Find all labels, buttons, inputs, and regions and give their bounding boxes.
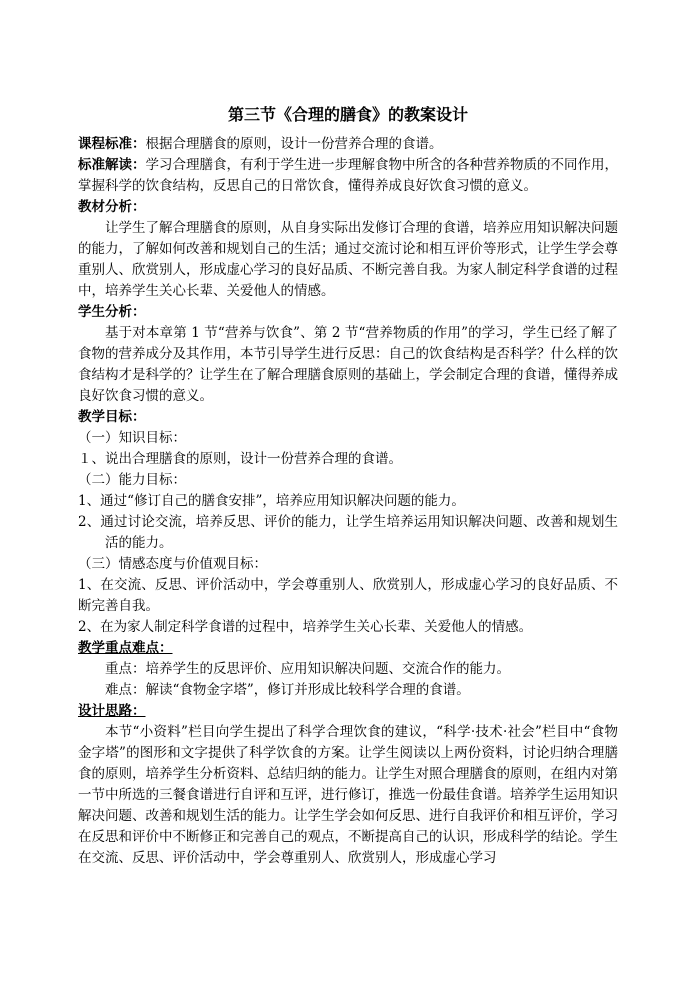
goal3-item2: 2、在为家人制定科学食谱的过程中，培养学生关心长辈、关爱他人的情感。 (78, 619, 533, 635)
document-page (78, 103, 618, 869)
course-standard-label: 课程标准： (78, 136, 146, 152)
course-standard-paragraph (78, 134, 618, 155)
student-label: 学生分析： (78, 304, 146, 320)
material-label: 教材分析： (78, 199, 146, 215)
goal2-item2: 2、通过讨论交流，培养反思、评价的能力，让学生培养运用知识解决问题、改善和规划生活的能力。 (78, 514, 618, 551)
goal3-item1: 1、在交流、反思、评价活动中，学会尊重别人、欣赏别人，形成虚心学习的良好品质、不断完善自我。 (78, 577, 618, 614)
goal2-head: （二）能力目标： (78, 472, 186, 488)
goal1-item1: １、说出合理膳食的原则，设计一份营养合理的食谱。 (78, 451, 402, 467)
keypoint-text: 重点：培养学生的反思评价、应用知识解决问题、交流合作的能力。 (105, 661, 510, 677)
student-text: 基于对本章第 1 节“营养与饮食”、第 2 节“营养物质的作用”的学习，学生已经了解了食物的营养成分及其作用，本节引导学生进行反思：自己的饮食结构是否科学？什么样的饮食结构才是科学的？让学生在了解合理膳食原则的基础上，学会制定合理的食谱，懂得养成良好饮食习惯的意义。 (78, 325, 618, 404)
standard-interp-label: 标准解读： (78, 157, 146, 173)
course-standard-text: 根据合理膳食的原则，设计一份营养合理的食谱。 (145, 136, 443, 152)
material-text: 让学生了解合理膳食的原则，从自身实际出发修订合理的食谱，培养应用知识解决问题的能力，了解如何改善和规划自己的生活；通过交流讨论和相互评价等形式，让学生学会尊重别人、欣赏别人，形成虚心学习的良好品质、不断完善自我。为家人制定科学食谱的过程中，培养学生关心长辈、关爱他人的情感。 (78, 220, 618, 299)
keypoints-label: 教学重点难点： (78, 640, 173, 656)
difficulty-text: 难点：解读“食物金字塔”，修订并形成比较科学合理的食谱。 (105, 682, 470, 698)
goals-label: 教学目标： (78, 409, 146, 425)
design-text: 本节“小资料”栏目向学生提出了科学合理饮食的建议，“科学·技术·社会”栏目中“食物金字塔”的图形和文字提供了科学饮食的方案。让学生阅读以上两份资料，讨论归纳合理膳食的原则，培养学生分析资料、总结归纳的能力。让学生对照合理膳食的原则，在组内对第一节中所选的三餐食谱进行自评和互评，进行修订，推选一份最佳食谱。培养学生运用知识解决问题、改善和规划生活的能力。让学生学会如何反思、进行自我评价和相互评价，学习在反思和评价中不断修正和完善自己的观点，不断提高自己的认识，形成科学的结论。学生在交流、反思、评价活动中，学会尊重别人、欣赏别人，形成虚心学习 (78, 724, 618, 866)
goal1-head: （一）知识目标： (78, 430, 186, 446)
goal3-head: （三）情感态度与价值观目标： (78, 556, 267, 572)
standard-interp-paragraph (78, 155, 618, 197)
goal2-item1: 1、通过“修订自己的膳食安排”，培养应用知识解决问题的能力。 (78, 493, 465, 509)
standard-interp-text: 学习合理膳食，有利于学生进一步理解食物中所含的各种营养物质的不同作用，掌握科学的饮食结构，反思自己的日常饮食，懂得养成良好饮食习惯的意义。 (78, 157, 618, 194)
document-title: 第三节《合理的膳食》的教案设计 (227, 105, 468, 124)
design-label: 设计思路： (78, 703, 146, 719)
